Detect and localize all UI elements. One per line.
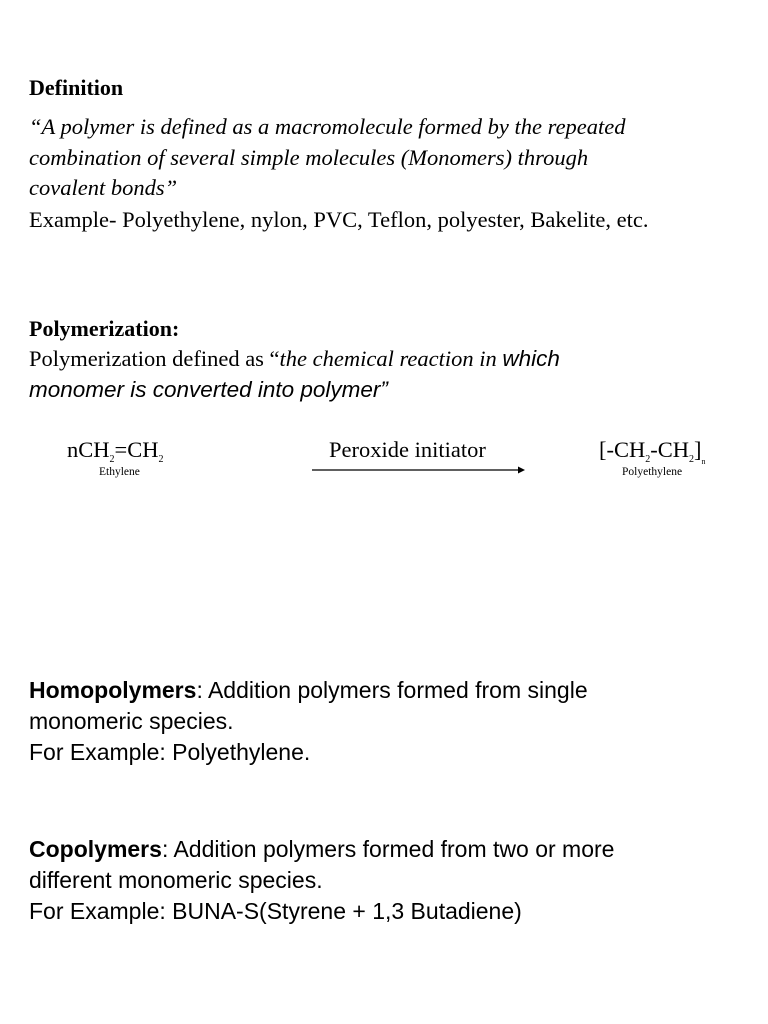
polymerization-definition-line-1 <box>29 343 560 374</box>
homopolymers-example: For Example: Polyethylene. <box>29 739 311 765</box>
definition-heading: Definition <box>29 75 124 100</box>
copolymers-line-1 <box>29 834 614 865</box>
reactant-subscript: 2 <box>109 454 115 465</box>
product-subscript-n: n <box>701 457 706 466</box>
reactant-formula <box>67 437 163 463</box>
copolymers-definition: : Addition polymers formed from two or more <box>161 836 615 862</box>
product-subscript: 2 <box>689 454 694 465</box>
product-formula-part: -CH <box>650 437 689 462</box>
copolymers-term: Copolymers <box>29 836 162 862</box>
reactant-formula-part: nCH <box>67 437 110 462</box>
reactant-subscript: 2 <box>158 454 164 465</box>
reaction-condition: Peroxide initiator <box>329 437 486 462</box>
polymerization-italic-text: the chemical reaction in <box>279 346 503 371</box>
reactant-formula-part: =CH <box>114 437 159 462</box>
product-formula-part: [-CH <box>599 437 646 462</box>
product-subscript: 2 <box>645 454 651 465</box>
polymerization-lead-text: Polymerization defined as “ <box>29 346 280 371</box>
definition-quote-line-2: combination of several simple molecules (Monomers) through <box>29 145 589 170</box>
product-formula <box>599 437 706 466</box>
reaction-arrow <box>312 463 526 475</box>
definition-example: Example- Polyethylene, nylon, PVC, Teflon, polyester, Bakelite, etc. <box>29 207 649 232</box>
polymerization-definition-line-2: monomer is converted into polymer” <box>29 377 388 402</box>
polymerization-sans-text: which <box>502 346 560 371</box>
product-formula-part: ] <box>694 437 702 462</box>
homopolymers-line-1 <box>29 675 588 706</box>
copolymers-example: For Example: BUNA-S(Styrene + 1,3 Butadiene) <box>29 898 522 924</box>
copolymers-line-2: different monomeric species. <box>29 867 323 893</box>
reactant-name: Ethylene <box>99 466 140 478</box>
definition-quote-line-1: “A polymer is defined as a macromolecule formed by the repeated <box>29 114 626 139</box>
homopolymers-term: Homopolymers <box>29 677 197 703</box>
homopolymers-line-2: monomeric species. <box>29 708 234 734</box>
product-name: Polyethylene <box>622 466 683 478</box>
polymerization-heading: Polymerization: <box>29 316 180 341</box>
homopolymers-definition: : Addition polymers formed from single <box>196 677 588 703</box>
definition-quote-line-3: covalent bonds” <box>29 175 178 200</box>
